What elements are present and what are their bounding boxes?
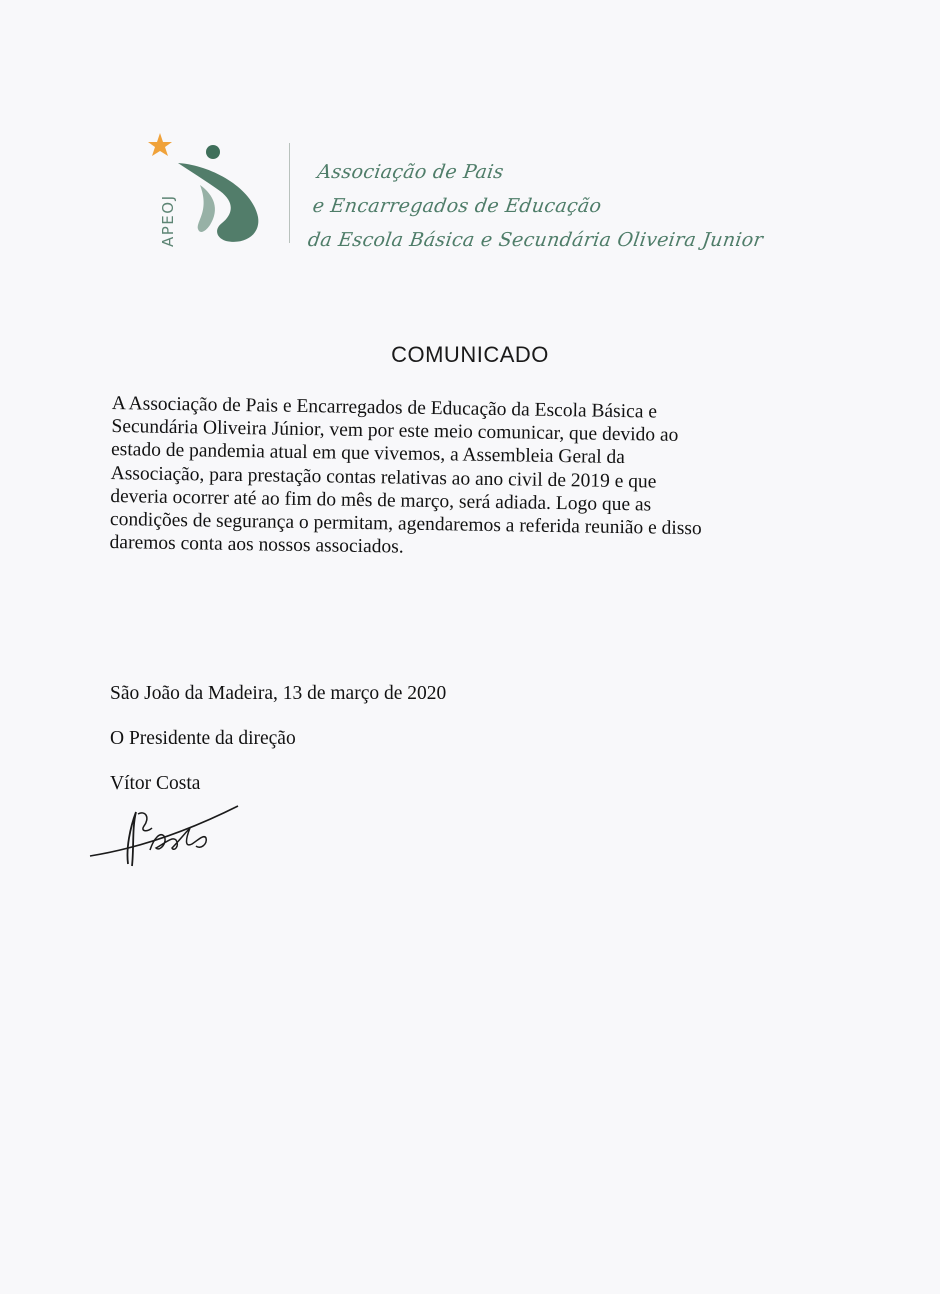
letterhead-divider xyxy=(289,143,290,243)
association-name xyxy=(306,155,775,257)
place-and-date: São João da Madeira, 13 de março de 2020 xyxy=(110,683,447,704)
logo-lettering: APEOJ xyxy=(159,194,177,247)
body-line: A Associação de Pais e Encarregados de Educação da Escola Básica e xyxy=(111,392,658,423)
body-line: estado de pandemia atual em que vivemos, a Assembleia Geral da xyxy=(110,439,626,469)
body-line: Secundária Oliveira Júnior, vem por este meio comunicar, que devido ao xyxy=(111,416,679,447)
association-name-line-2: e Encarregados de Educação xyxy=(311,195,603,217)
association-name-line-3: da Escola Básica e Secundária Oliveira Junior xyxy=(306,229,765,251)
body-line: daremos conta aos nossos associados. xyxy=(109,532,404,558)
signer-name: Vítor Costa xyxy=(110,773,201,794)
body-line: Associação, para prestação contas relativas ao ano civil de 2019 e que xyxy=(110,462,657,493)
star-icon xyxy=(148,133,172,156)
swoosh-icon xyxy=(178,163,258,242)
association-name-line-1: Associação de Pais xyxy=(316,161,506,183)
figure-head-icon xyxy=(206,145,220,159)
document-title: COMUNICADO xyxy=(391,342,549,367)
announcement-body xyxy=(109,392,811,565)
letterhead xyxy=(140,125,780,265)
apeoj-logo xyxy=(140,125,270,250)
handwritten-signature xyxy=(88,798,248,873)
body-line: condições de segurança o permitam, agendaremos a referida reunião e disso xyxy=(109,509,702,540)
body-line: deveria ocorrer até ao fim do mês de março, será adiada. Logo que as xyxy=(110,485,652,516)
signer-role: O Presidente da direção xyxy=(110,728,296,749)
